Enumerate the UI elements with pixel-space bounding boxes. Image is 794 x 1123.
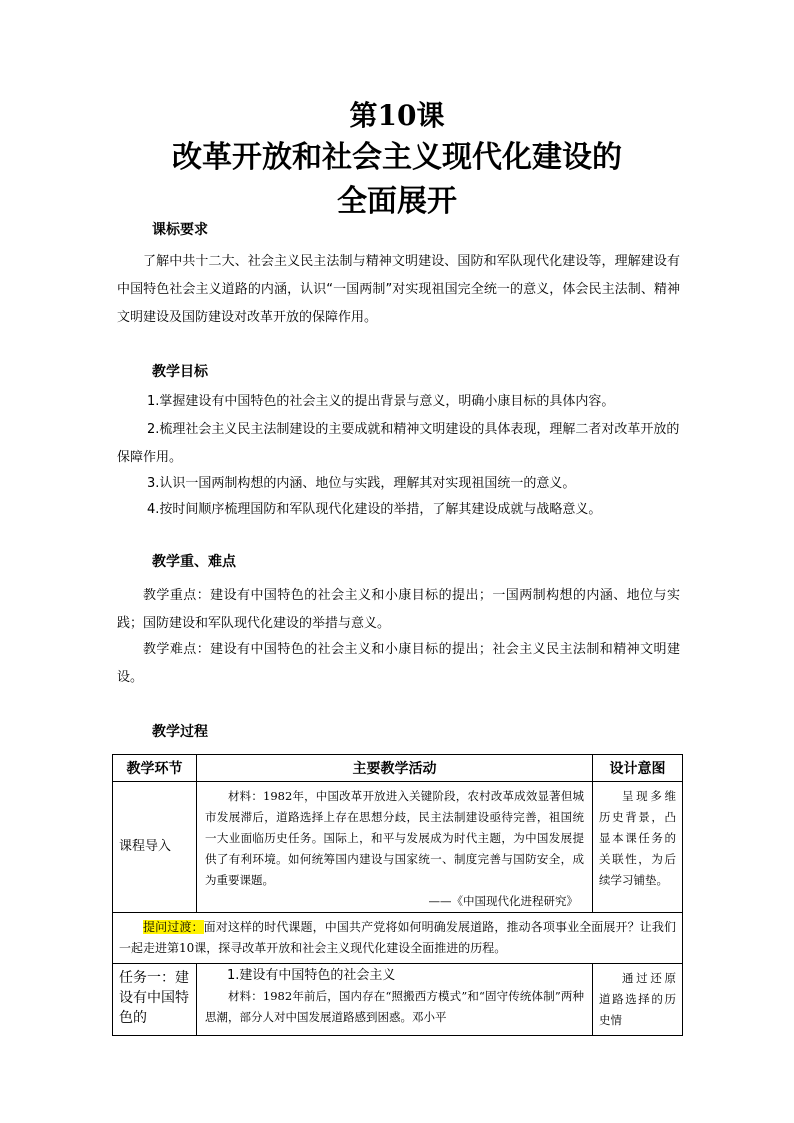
activity-cell [197, 782, 593, 913]
teaching-difficulty: 教学难点：建设有中国特色的社会主义和小康目标的提出；社会主义民主法制和精神文明建设。 [117, 642, 680, 685]
stage-cell: 任务一：建设有中国特色的 [113, 964, 197, 1036]
objective-item: 2.梳理社会主义民主法制建设的主要成就和精神文明建设的具体表现，理解二者对改革开放的保障作用。 [117, 422, 680, 465]
lesson-title-line1: 第10课 [349, 99, 445, 132]
objective-item: 3.认识一国两制构想的内涵、地位与实践，理解其对实现祖国统一的意义。 [147, 476, 576, 491]
process-heading: 教学过程 [152, 724, 208, 740]
objective-item: 1.掌握建设有中国特色的社会主义的提出背景与意义，明确小康目标的具体内容。 [147, 394, 615, 409]
lesson-title-line2: 改革开放和社会主义现代化建设的 [172, 140, 622, 175]
intent-cell [593, 782, 683, 913]
transition-cell [113, 913, 683, 964]
transition-text: 面对这样的时代课题，中国共产党将如何明确发展道路，推动各项事业全面展开？让我们一起走进第10课，探寻改革开放和社会主义现代化建设全面推进的历程。 [119, 920, 676, 955]
activity-subtitle: 1.建设有中国特色的社会主义 [227, 968, 396, 983]
objectives-heading: 教学目标 [152, 364, 208, 380]
activity-cell [197, 964, 593, 1036]
column-header-intent: 设计意图 [593, 755, 683, 782]
material-source: ——《中国现代化进程研究》 [428, 894, 578, 908]
lesson-title-line3: 全面展开 [337, 184, 457, 219]
standards-heading: 课标要求 [152, 222, 208, 238]
column-header-activity: 主要教学活动 [197, 755, 593, 782]
column-header-stage: 教学环节 [113, 755, 197, 782]
intent-text: 通过还原道路选择的历史情 [599, 971, 676, 1027]
standards-text: 了解中共十二大、社会主义民主法制与精神文明建设、国防和军队现代化建设等，理解建设有中国特色社会主义道路的内涵，认识“一国两制”对实现祖国完全统一的意义，体会民主法制、精神文明建设及国防建设对改革开放的保障作用。 [117, 254, 680, 325]
teaching-focus: 教学重点：建设有中国特色的社会主义和小康目标的提出；一国两制构想的内涵、地位与实践；国防建设和军队现代化建设的举措与意义。 [117, 588, 680, 631]
teaching-process-table [112, 754, 683, 1036]
table-row [113, 782, 683, 913]
intent-text: 呈现多维历史背景，凸显本课任务的关联性，为后续学习铺垫。 [599, 789, 676, 887]
intent-cell [593, 964, 683, 1036]
table-header-row [113, 755, 683, 782]
material-text: 材料：1982年，中国改革开放进入关键阶段，农村改革成效显著但城市发展滞后，道路选择上存在思想分歧，民主法制建设亟待完善，祖国统一大业面临历史任务。国际上，和平与发展成为时代主题，为中国发展提供了有利环境。如何统筹国内建设与国家统一、制度完善与国防安全，成为重要课题。 [205, 789, 584, 887]
objective-item: 4.按时间顺序梳理国防和军队现代化建设的举措，了解其建设成就与战略意义。 [147, 502, 602, 517]
material-text: 材料：1982年前后，国内存在“照搬西方模式”和“固守传统体制”两种思潮，部分人对中国发展道路感到困惑。邓小平 [205, 989, 584, 1024]
table-row-transition [113, 913, 683, 964]
transition-label: 提问过渡： [143, 920, 204, 934]
key-points-heading: 教学重、难点 [152, 554, 236, 570]
table-row [113, 964, 683, 1036]
stage-cell: 课程导入 [113, 782, 197, 913]
